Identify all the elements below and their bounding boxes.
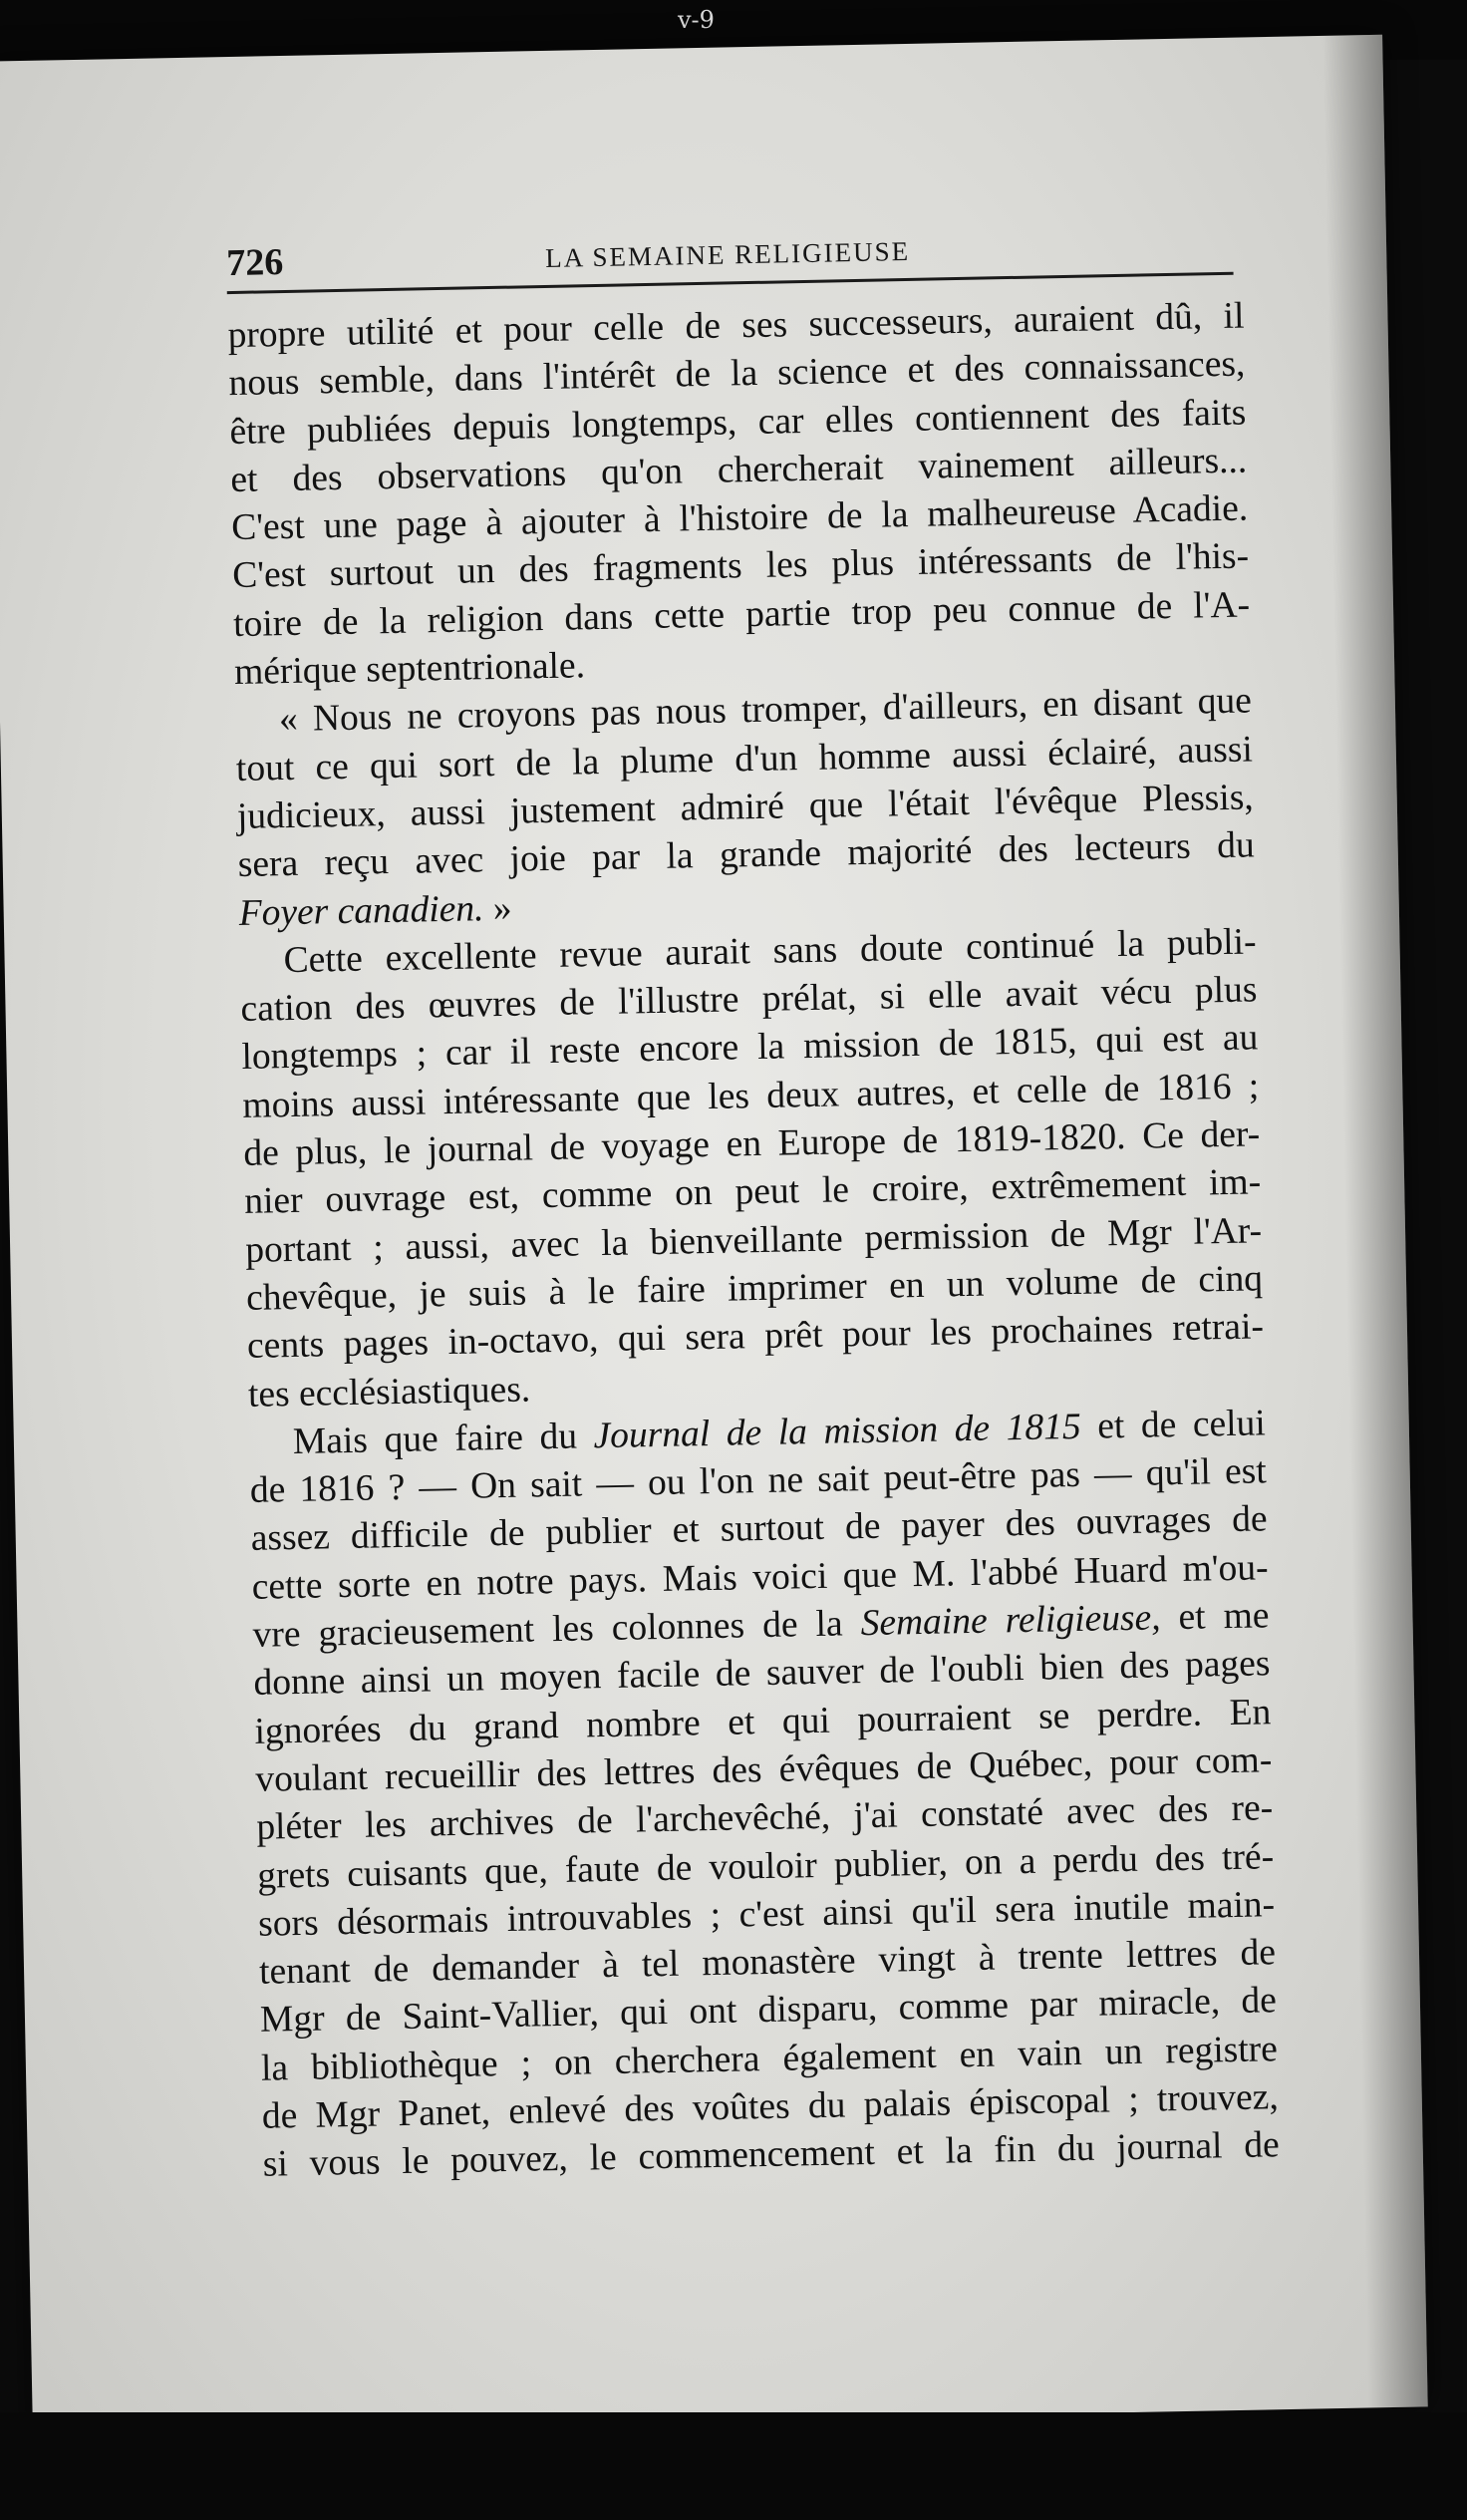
text-line: et des observations qu'on chercherait vainement ailleurs... [229,440,1248,500]
text-line: mérique septentrionale. [233,645,586,694]
text-line: tenant de demander à tel monastère vingt à trente lettres de [258,1932,1277,1993]
text-line: tes ecclésiastiques. [247,1368,531,1416]
text-line: si vous le pouvez, le commencement et la fin du journal de [262,2124,1281,2186]
text-line: tout ce qui sort de la plume d'un homme aussi éclairé, aussi [235,729,1254,789]
text-line: cation des œuvres de l'illustre prélat, si elle avait vécu plus [240,969,1258,1031]
text-line: Mgr de Saint-Vallier, qui ont disparu, comme par miracle, de [259,1980,1278,2042]
text-line: portant ; aussi, avec la bienveillante permission de Mgr l'Ar- [244,1209,1263,1271]
text-line: être publiées depuis longtemps, car elles contiennent des faits [229,392,1247,453]
text-line: moins aussi intéressante que les deux autres, et celle de 1816 ; [242,1066,1260,1126]
text-line: Cette excellente revue aurait sans doute continué la publi- [283,921,1257,981]
text-line-italic: Foyer canadien. » [238,887,512,934]
running-title: LA SEMAINE RELIGIEUSE [544,235,911,273]
page-header [226,222,1234,294]
text-line: Mais que faire du Journal de la mission de 1815 et de celui [292,1403,1267,1462]
film-frame-bottom [0,2412,1467,2520]
text-line: ignorées du grand nombre et qui pourraient se perdre. En [254,1691,1272,1752]
text-line: assez difficile de publier et surtout de payer des ouvrages de [250,1498,1268,1560]
text-line: de 1816 ? — On sait — ou l'on ne sait peut-être pas — qu'il est [249,1450,1268,1511]
text-line: voulant recueillir des lettres des évêques de Québec, pour com- [255,1739,1273,1800]
text-line: propre utilité et pour celle de ses successeurs, auraient dû, il [227,295,1245,357]
text-line: toire de la religion dans cette partie trop peu connue de l'A- [232,584,1251,645]
text-line: sera reçu avec joie par la grande majorité des lecteurs du [237,824,1256,886]
text-line: grets cuisants que, faute de vouloir publier, on a perdu des tré- [256,1835,1275,1897]
body-text [227,292,1280,2189]
text-line: de plus, le journal de voyage en Europe de 1819-1820. Ce der- [242,1113,1261,1174]
text-line: sors désormais introuvables ; c'est ainsi qu'il sera inutile main- [257,1884,1276,1945]
text-line: longtemps ; car il reste encore la mission de 1815, qui est au [241,1017,1259,1079]
book-page [0,35,1428,2433]
text-line: de Mgr Panet, enlevé des voûtes du palais épiscopal ; trouvez, [261,2076,1280,2137]
text-line: judicieux, aussi justement admiré que l'était l'évêque Plessis, [236,777,1255,837]
text-line: « Nous ne croyons pas nous tromper, d'ailleurs, en disant que [278,680,1253,741]
text-line: vre gracieusement les colonnes de la Semaine religieuse, et me [252,1595,1270,1656]
text-line: cette sorte en notre pays. Mais voici que M. l'abbé Huard m'ou- [251,1546,1269,1608]
text-line: C'est une page à ajouter à l'histoire de la malheureuse Acadie. [230,487,1249,549]
text-line: chevêque, je suis à le faire imprimer en un volume de cinq [245,1258,1264,1319]
text-line: nier ouvrage est, comme on peut le croire, extrêmement im- [243,1161,1262,1223]
film-frame-mark: v-9 [678,6,715,34]
page-edge-shadow [1322,35,1428,2408]
page-number: 726 [225,240,284,285]
text-line: donne ainsi un moyen facile de sauver de l'oubli bien des pages [253,1643,1271,1705]
text-line: C'est surtout un des fragments les plus intéressants de l'his- [231,535,1250,597]
text-line: cents pages in-octavo, qui sera prêt pour les prochaines retrai- [246,1306,1265,1368]
text-line: nous semble, dans l'intérêt de la science et des connaissances, [228,343,1246,405]
text-line: pléter les archives de l'archevêché, j'ai constaté avec des re- [255,1787,1274,1848]
text-line: la bibliothèque ; on cherchera également en vain un registre [260,2028,1279,2089]
